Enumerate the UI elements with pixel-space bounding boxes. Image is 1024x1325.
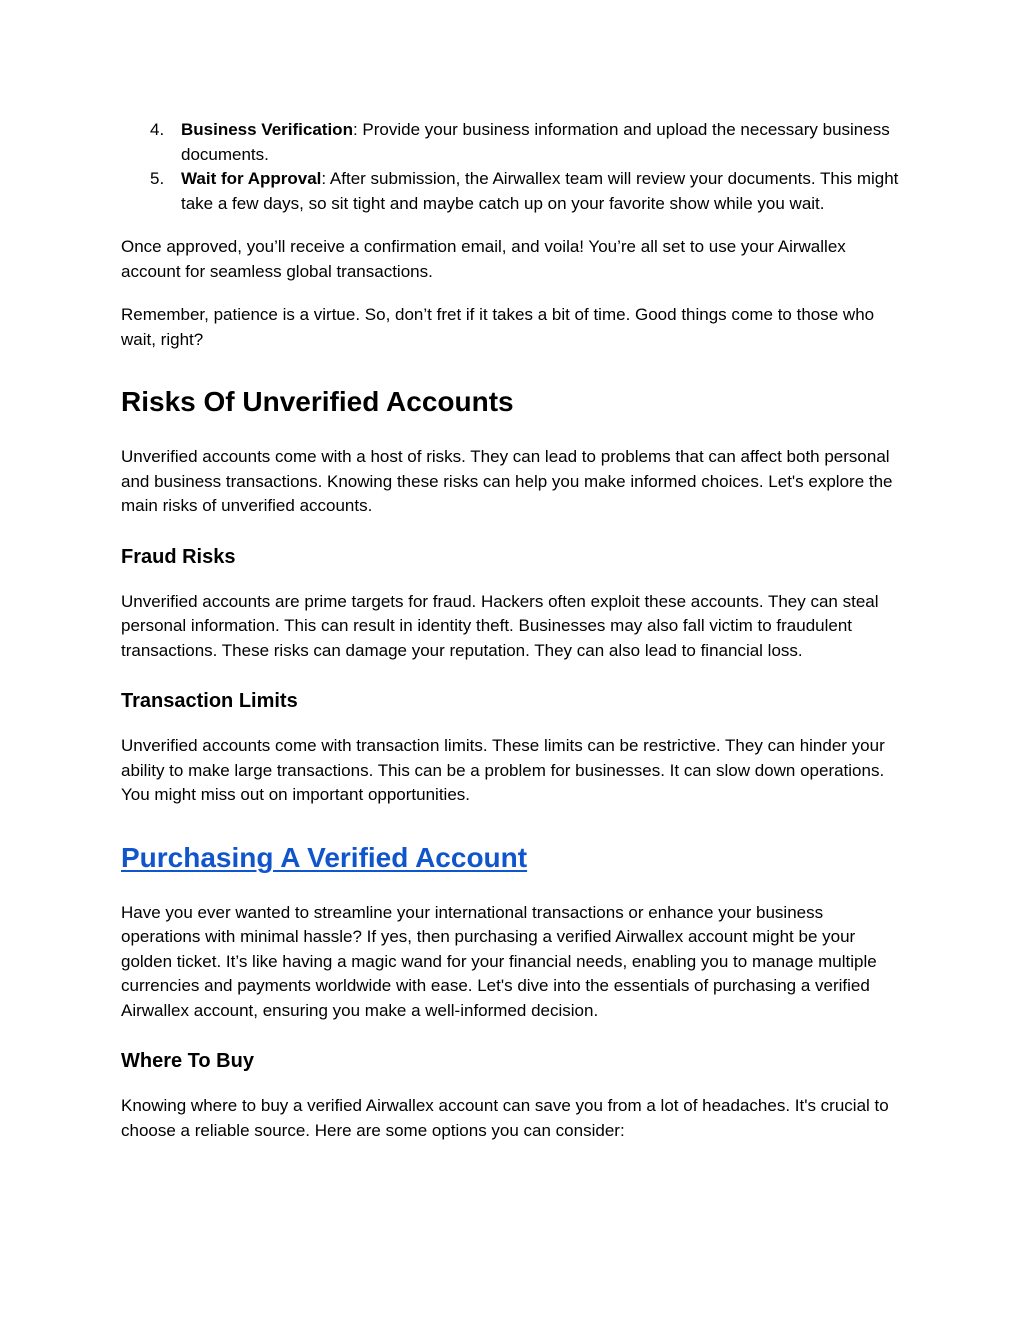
paragraph-purchasing-intro: Have you ever wanted to streamline your international transactions or enhance your business operations with minimal hassle? If yes, then purchasing a verified Airwallex account might be your golden ticket. It’s like having a magic wand for your financial needs, enabling you to manage multiple currencies and payments worldwide with ease. Let's dive into the essentials of purchasing a verified Airwallex account, ensuring you make a well-informed decision. (121, 902, 877, 1020)
paragraph-transaction-limits: Unverified accounts come with transaction limits. These limits can be restrictive. They can hinder your ability to make large transactions. This can be a problem for businesses. It can slow down operations. You might miss out on important opportunities. (121, 736, 885, 804)
step-text: : Provide your business information and upload the necessary business documents. (181, 120, 890, 164)
steps-list (121, 118, 906, 216)
purchasing-heading-link[interactable]: Purchasing A Verified Account (121, 841, 528, 873)
document-page (121, 118, 906, 1143)
heading-where-to-buy: Where To Buy (121, 1050, 254, 1072)
heading-transaction-limits: Transaction Limits (121, 690, 298, 712)
paragraph-where-to-buy: Knowing where to buy a verified Airwallex account can save you from a lot of headaches. It's crucial to choose a reliable source. Here are some options you can consider: (121, 1096, 889, 1140)
step-title: Wait for Approval (181, 169, 322, 188)
heading-risks: Risks Of Unverified Accounts (121, 386, 514, 417)
heading-fraud-risks: Fraud Risks (121, 545, 236, 568)
paragraph-risks-intro: Unverified accounts come with a host of risks. They can lead to problems that can affect both personal and business transactions. Knowing these risks can help you make informed choices. Let's explore the main risks of unverified accounts. (121, 447, 893, 515)
list-item (121, 167, 906, 216)
paragraph-approved: Once approved, you’ll receive a confirmation email, and voila! You’re all set to use your Airwallex account for seamless global transactions. (121, 237, 846, 281)
step-text: : After submission, the Airwallex team will review your documents. This might take a few days, so sit tight and maybe catch up on your favorite show while you wait. (181, 169, 899, 213)
step-title: Business Verification (181, 120, 353, 139)
list-number: 4. (150, 120, 165, 139)
paragraph-fraud-risks: Unverified accounts are prime targets for fraud. Hackers often exploit these accounts. They can steal personal information. This can result in identity theft. Businesses may also fall victim to fraudulent transactions. These risks can damage your reputation. They can also lead to financial loss. (121, 591, 879, 660)
list-number: 5. (150, 169, 165, 188)
heading-purchasing (121, 841, 906, 875)
list-item (121, 118, 906, 167)
paragraph-patience: Remember, patience is a virtue. So, don’t fret if it takes a bit of time. Good things come to those who wait, right? (121, 305, 875, 349)
